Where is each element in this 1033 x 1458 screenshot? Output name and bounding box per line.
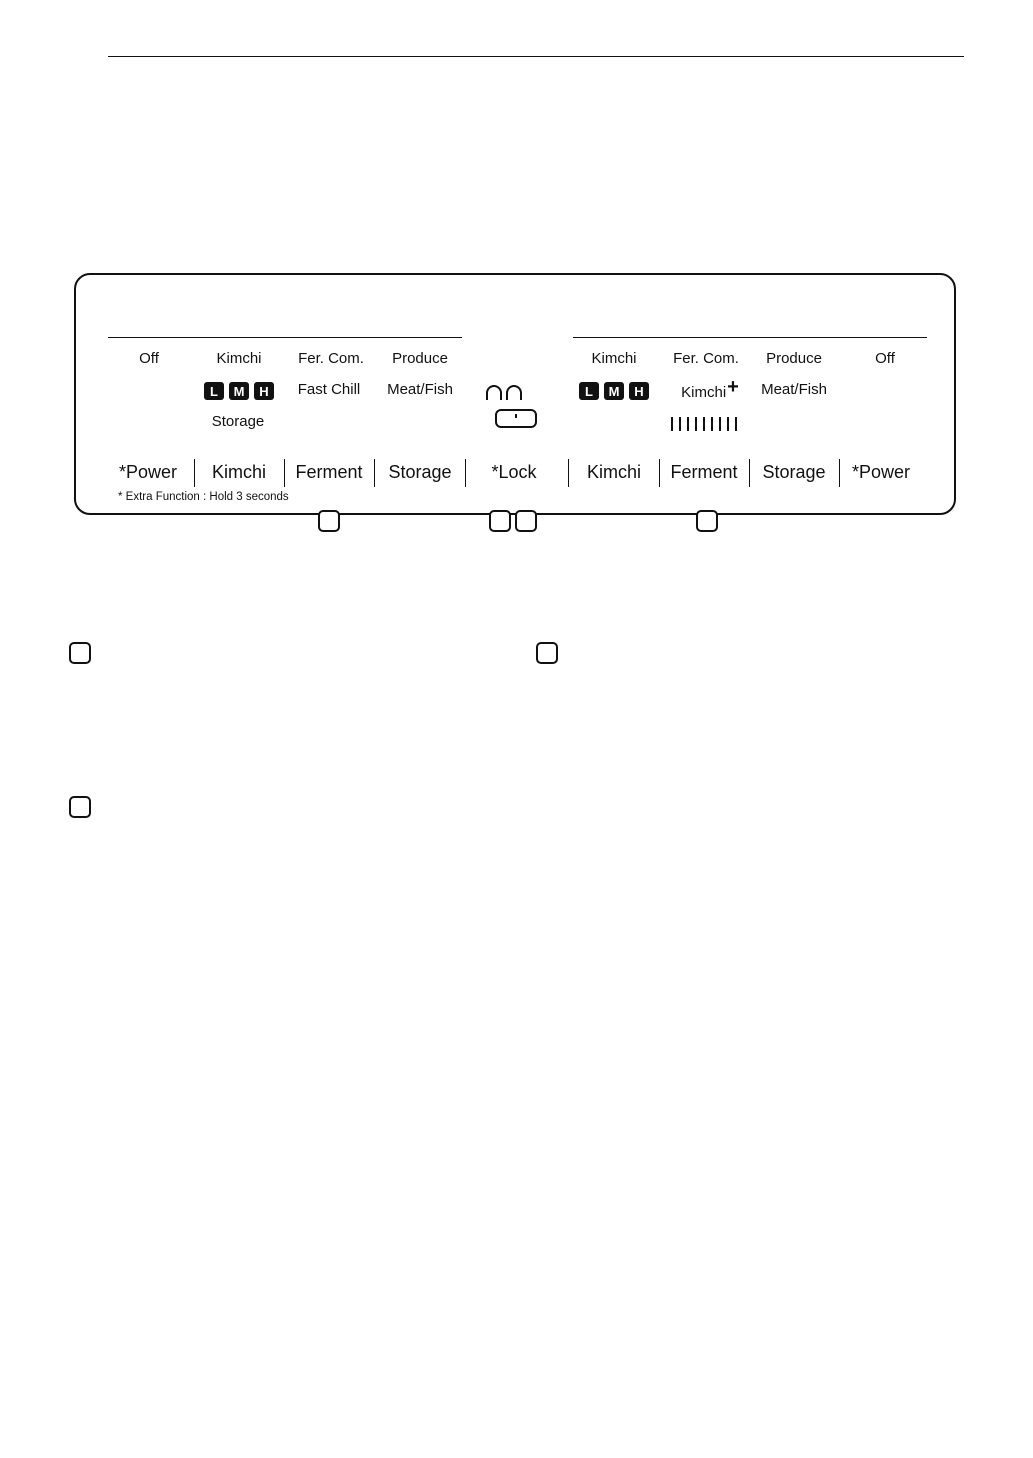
right-ferment-button[interactable]: Ferment bbox=[670, 462, 738, 482]
callout-box bbox=[489, 510, 511, 532]
right-off-label: Off bbox=[875, 350, 895, 367]
kimchi-plus-text: Kimchi bbox=[681, 384, 727, 401]
callout-box bbox=[515, 510, 537, 532]
top-rule bbox=[108, 56, 964, 57]
padlock-icon bbox=[482, 383, 538, 431]
plus-icon: + bbox=[727, 376, 739, 398]
level-high-badge: H bbox=[629, 382, 649, 400]
left-kimchi-button[interactable]: Kimchi bbox=[211, 462, 267, 482]
left-storage-label: Storage bbox=[211, 413, 265, 430]
level-medium-badge: M bbox=[229, 382, 249, 400]
button-separator bbox=[568, 459, 569, 487]
right-produce-label: Produce bbox=[766, 350, 822, 367]
lock-button[interactable]: *Lock bbox=[491, 462, 537, 482]
left-level-indicators bbox=[204, 382, 274, 400]
left-fast-chill-label: Fast Chill bbox=[297, 381, 361, 398]
right-power-button[interactable]: *Power bbox=[851, 462, 911, 482]
left-ferment-button[interactable]: Ferment bbox=[295, 462, 363, 482]
progress-bar-segment bbox=[735, 417, 737, 431]
callout-box bbox=[69, 796, 91, 818]
extra-function-note: * Extra Function : Hold 3 seconds bbox=[118, 491, 289, 503]
progress-bar-segment bbox=[679, 417, 681, 431]
callout-box bbox=[536, 642, 558, 664]
progress-bar-segment bbox=[719, 417, 721, 431]
progress-bar-segment bbox=[727, 417, 729, 431]
callout-box bbox=[696, 510, 718, 532]
callout-box bbox=[69, 642, 91, 664]
right-storage-button[interactable]: Storage bbox=[762, 462, 826, 482]
left-zone-rule bbox=[108, 337, 462, 338]
left-produce-label: Produce bbox=[392, 350, 448, 367]
right-level-indicators bbox=[579, 382, 649, 400]
ferment-progress-bars bbox=[671, 417, 737, 431]
button-separator bbox=[749, 459, 750, 487]
right-zone-rule bbox=[573, 337, 927, 338]
right-kimchi-plus-label bbox=[681, 376, 739, 403]
right-kimchi-button[interactable]: Kimchi bbox=[586, 462, 642, 482]
button-separator bbox=[284, 459, 285, 487]
level-low-badge: L bbox=[204, 382, 224, 400]
control-panel bbox=[74, 273, 956, 515]
button-separator bbox=[839, 459, 840, 487]
left-power-button[interactable]: *Power bbox=[118, 462, 178, 482]
right-meat-fish-label: Meat/Fish bbox=[761, 381, 827, 398]
right-fer-com-label: Fer. Com. bbox=[673, 350, 739, 367]
button-separator bbox=[465, 459, 466, 487]
left-meat-fish-label: Meat/Fish bbox=[387, 381, 453, 398]
level-low-badge: L bbox=[579, 382, 599, 400]
progress-bar-segment bbox=[687, 417, 689, 431]
left-kimchi-label: Kimchi bbox=[216, 350, 262, 367]
right-kimchi-label: Kimchi bbox=[591, 350, 637, 367]
progress-bar-segment bbox=[703, 417, 705, 431]
left-storage-button[interactable]: Storage bbox=[388, 462, 452, 482]
button-separator bbox=[194, 459, 195, 487]
callout-box bbox=[318, 510, 340, 532]
button-separator bbox=[374, 459, 375, 487]
progress-bar-segment bbox=[695, 417, 697, 431]
button-separator bbox=[659, 459, 660, 487]
left-off-label: Off bbox=[139, 350, 159, 367]
level-high-badge: H bbox=[254, 382, 274, 400]
progress-bar-segment bbox=[711, 417, 713, 431]
progress-bar-segment bbox=[671, 417, 673, 431]
level-medium-badge: M bbox=[604, 382, 624, 400]
left-fer-com-label: Fer. Com. bbox=[298, 350, 364, 367]
